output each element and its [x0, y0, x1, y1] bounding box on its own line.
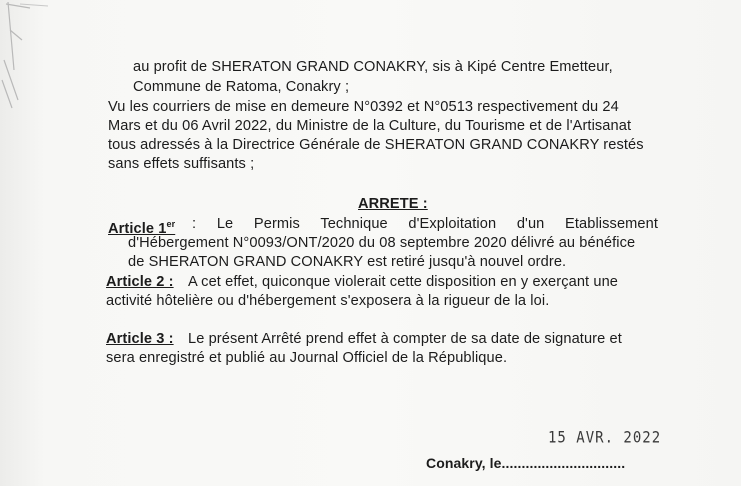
article-1-line-1: : Le Permis Technique d'Exploitation d'un Etablissement [192, 216, 658, 232]
preamble-line-2: Commune de Ratoma, Conakry ; [133, 79, 350, 95]
vu-line-1: Vu les courriers de mise en demeure N°0392 et N°0513 respectivement du 24 [108, 99, 619, 115]
article-2-line-1: A cet effet, quiconque violerait cette disposition en y exerçant une [188, 274, 619, 290]
preamble-line-1: au profit de SHERATON GRAND CONAKRY, sis à Kipé Centre Emetteur, [133, 59, 613, 75]
date-stamp: 15 AVR. 2022 [548, 428, 662, 448]
article-2-line-2: activité hôtelière ou d'hébergement s'exposera à la rigueur de la loi. [106, 293, 550, 309]
vu-line-3: tous adressés à la Directrice Générale de SHERATON GRAND CONAKRY restés [108, 137, 644, 153]
article-1-sup: er [166, 219, 176, 229]
article-3-line-2: sera enregistré et publié au Journal Officiel de la République. [106, 350, 508, 366]
article-3-line-1: Le présent Arrêté prend effet à compter de sa date de signature et [188, 331, 622, 347]
signature-place-date: Conakry, le............................... [426, 455, 626, 471]
article-3-label: Article 3 : [106, 331, 174, 347]
article-1-label: Article 1er [108, 219, 176, 237]
article-1-line-3: de SHERATON GRAND CONAKRY est retiré jusqu'à nouvel ordre. [128, 254, 567, 270]
vu-line-2: Mars et du 06 Avril 2022, du Ministre de la Culture, du Tourisme et de l'Artisanat [108, 118, 632, 134]
article-2-label: Article 2 : [106, 274, 174, 290]
vu-line-4: sans effets suffisants ; [108, 156, 255, 172]
edge-scribble-mark [0, 0, 60, 110]
article-1-line-2: d'Hébergement N°0093/ONT/2020 du 08 septembre 2020 délivré au bénéfice [128, 235, 636, 251]
arrete-heading: ARRETE : [358, 196, 428, 212]
